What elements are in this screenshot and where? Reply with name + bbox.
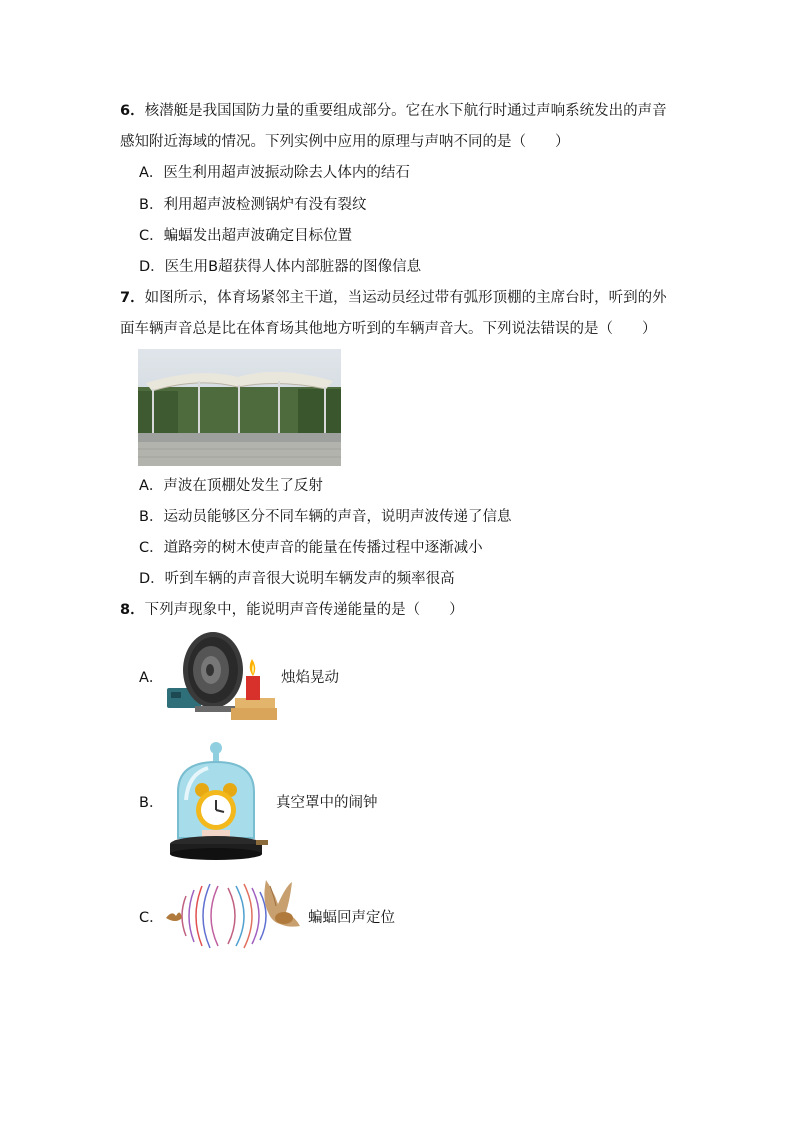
q8-option-b-label: B． [139,795,164,811]
q6-stem-text: 核潜艇是我国国防力量的重要组成部分。它在水下航行时通过声响系统发出的声音 [144,103,667,119]
q8-option-a-label: A． [139,670,164,686]
q7-stem-line2: 面车辆声音总是比在体育场其他地方听到的车辆声音大。下列说法错误的是（ ） [120,321,657,337]
q6-option-a: A．医生利用超声波振动除去人体内的结石 [139,165,410,181]
q7-number: 7． [120,290,145,306]
q8-option-c-label: C． [139,910,164,926]
bat-icon [162,878,306,954]
speaker-icon [165,626,280,722]
q8-option-a-caption: 烛焰晃动 [281,670,339,686]
q8-stem-text: 下列声现象中，能说明声音传递能量的是（ ） [144,602,464,618]
q8-option-b-caption: 真空罩中的闹钟 [276,795,378,811]
q6-stem-line1 [120,101,667,121]
bat-echolocation-image [162,878,306,954]
q7-option-c: C．道路旁的树木使声音的能量在传播过程中逐渐减小 [139,540,483,556]
q8-stem [120,600,464,620]
alarm-clock-icon [168,740,270,866]
q7-stem-line1 [120,288,667,308]
q6-option-b: B．利用超声波检测锅炉有没有裂纹 [139,197,367,213]
q6-option-c: C．蝙蝠发出超声波确定目标位置 [139,228,353,244]
q8-option-c-caption: 蝙蝠回声定位 [308,910,395,926]
q8-number: 8． [120,602,145,618]
q7-option-a: A．声波在顶棚处发生了反射 [139,478,323,494]
bell-jar-clock-image [168,740,270,866]
q7-option-d: D．听到车辆的声音很大说明车辆发声的频率很高 [139,571,455,587]
q6-number: 6． [120,103,145,119]
stadium-canopy-photo [138,349,341,466]
speaker-candle-image [165,626,280,722]
q6-stem-line2: 感知附近海域的情况。下列实例中应用的原理与声呐不同的是（ ） [120,134,570,150]
q7-option-b: B．运动员能够区分不同车辆的声音，说明声波传递了信息 [139,509,512,525]
stadium-canopy-illustration [138,349,341,466]
q6-option-d: D．医生用B超获得人体内部脏器的图像信息 [139,259,422,275]
q7-stem-text: 如图所示，体育场紧邻主干道，当运动员经过带有弧形顶棚的主席台时，听到的外 [144,290,667,306]
